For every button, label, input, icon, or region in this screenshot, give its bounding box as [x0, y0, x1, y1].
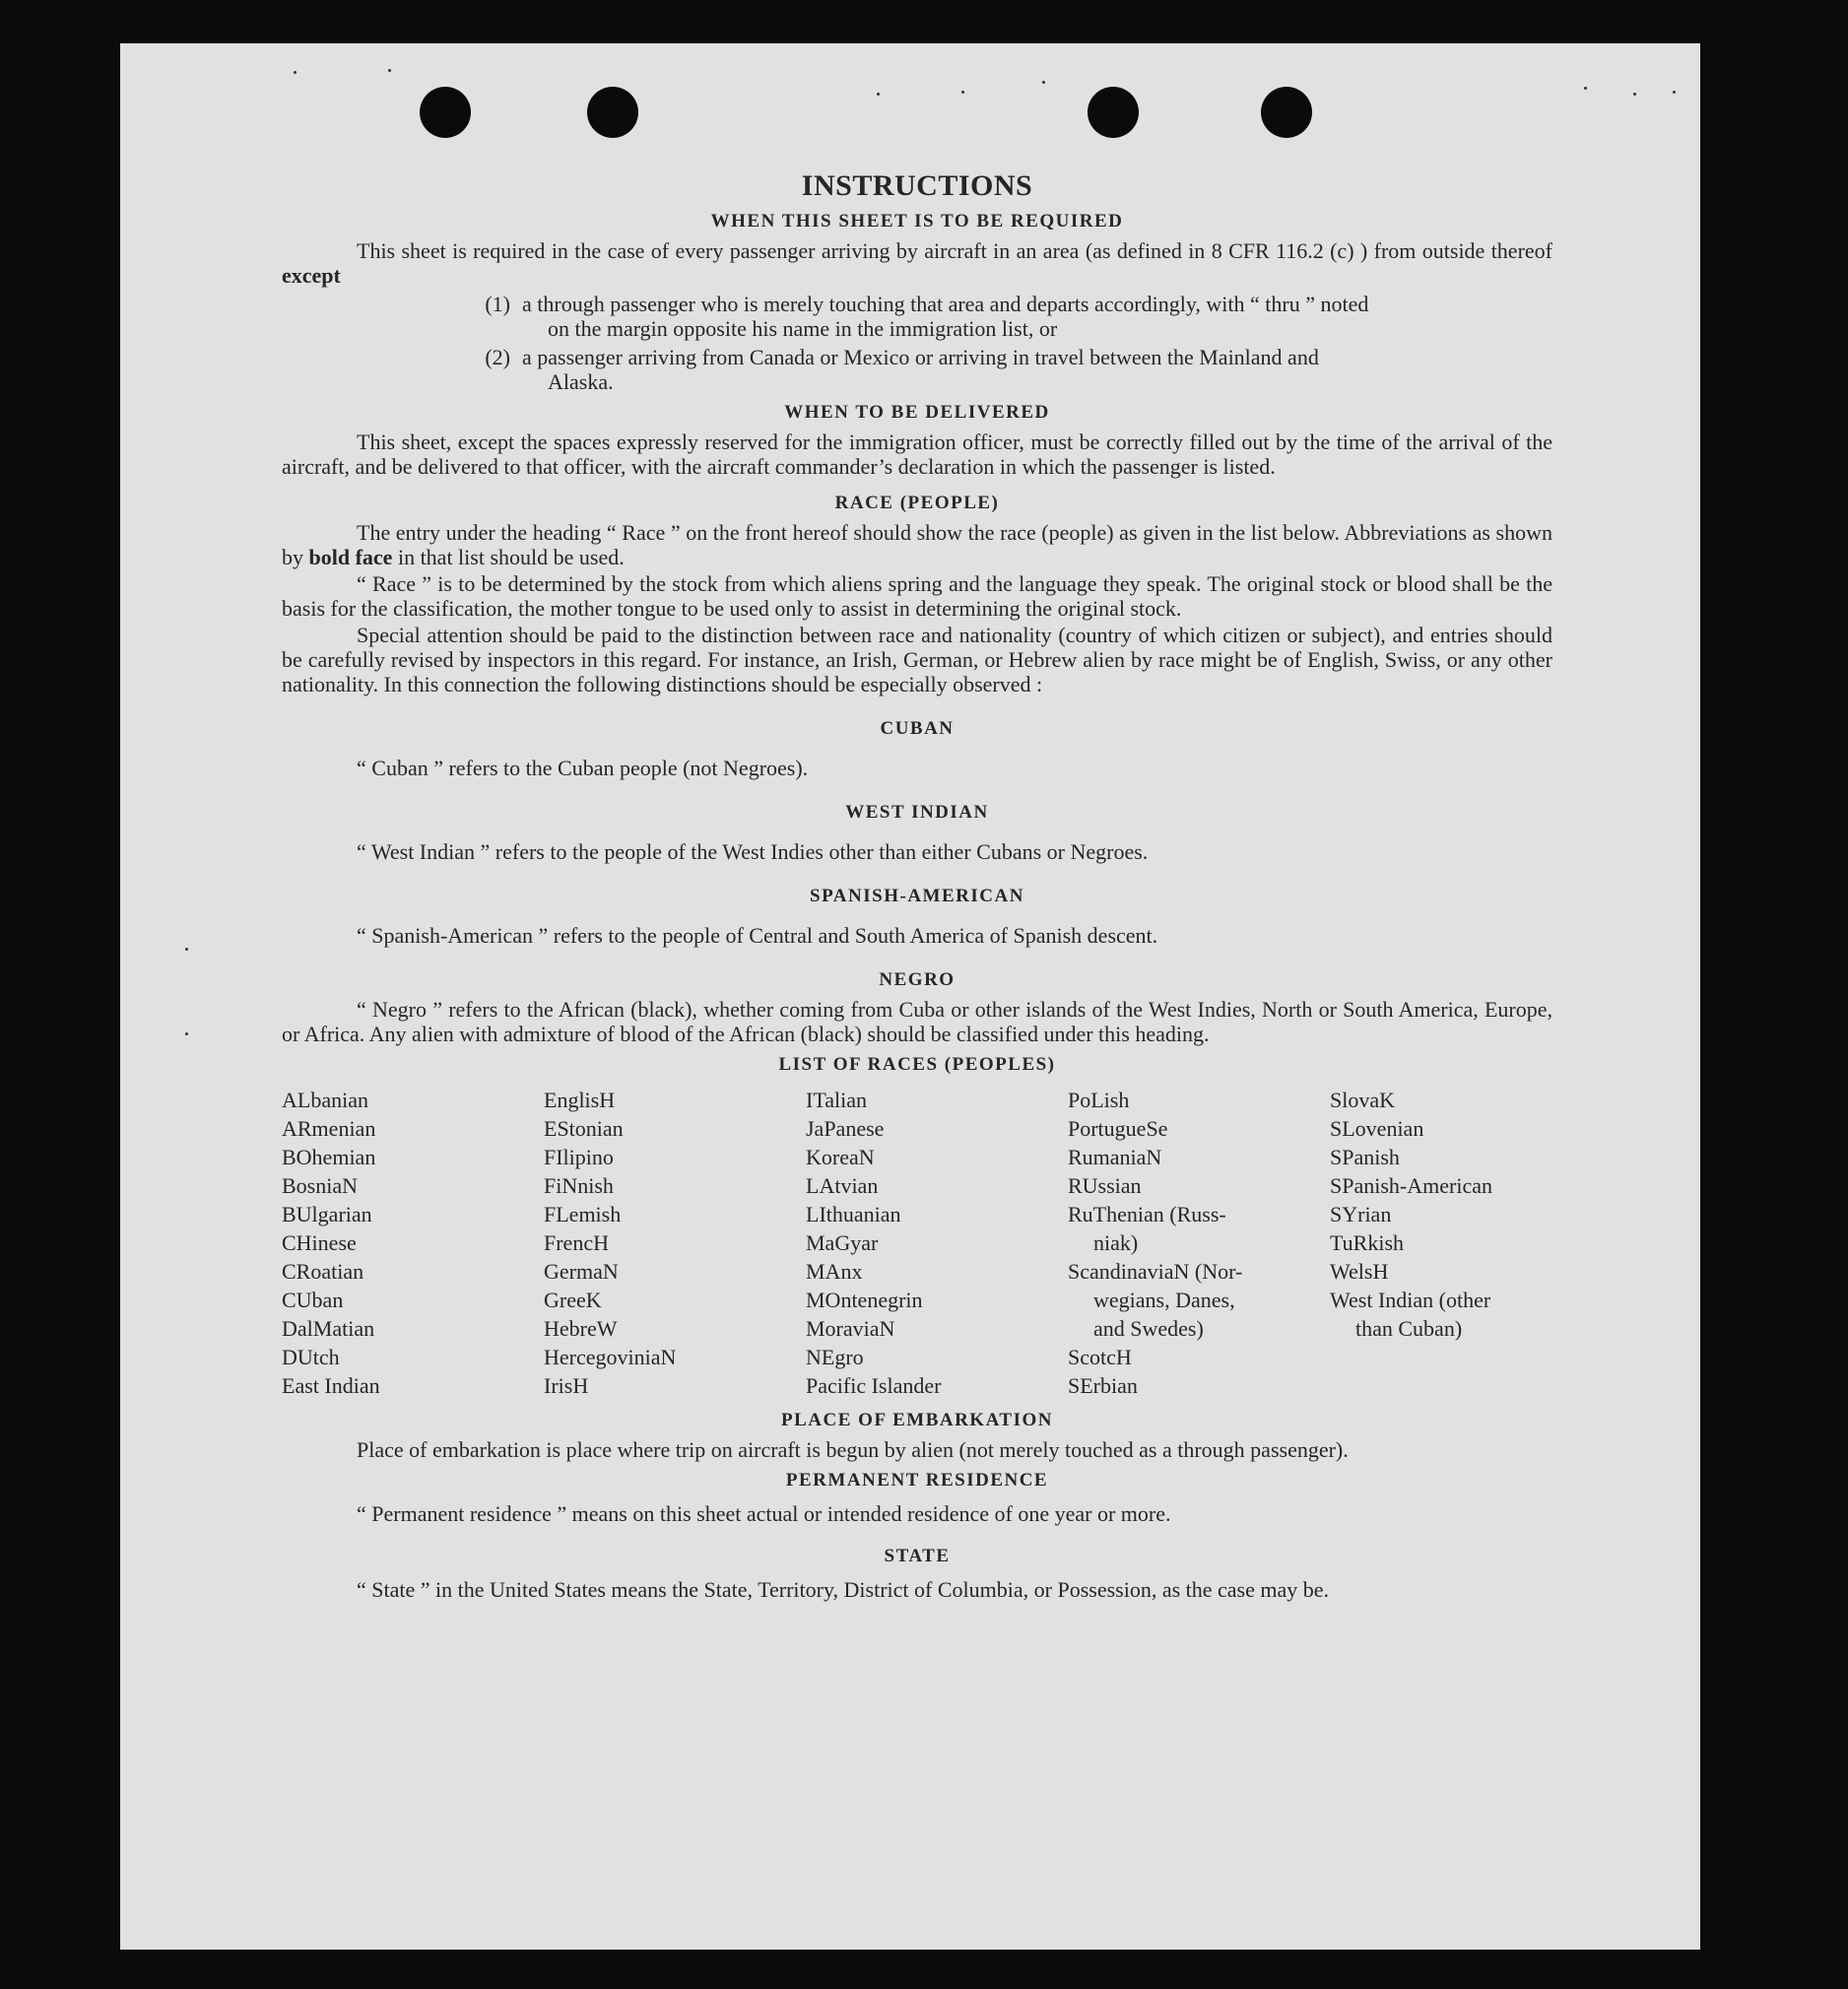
- list-item: SErbian: [1068, 1373, 1138, 1398]
- west-indian-text: “ West Indian ” refers to the people of the West Indies other than either Cubans or Negroes.: [357, 839, 1149, 864]
- races-column-4: [1068, 1086, 1330, 1400]
- list-item: West Indian (other: [1330, 1288, 1491, 1312]
- speck: [185, 948, 188, 951]
- heading-west-indian: WEST INDIAN: [845, 802, 989, 823]
- list-item: BOhemian: [282, 1145, 376, 1169]
- list-item: niak): [1093, 1230, 1139, 1255]
- speck: [185, 1032, 188, 1035]
- list-item: EnglisH: [544, 1088, 616, 1112]
- race-paragraph-2: “ Race ” is to be determined by the stock from which aliens spring and the language they speak. The original stock or blood shall be the basis for the classification, the mother tongue to be used only to assist in determining the original stock.: [282, 571, 1552, 621]
- list-item: ARmenian: [282, 1116, 376, 1141]
- speck: [1673, 91, 1676, 94]
- list-item: FiNnish: [544, 1173, 614, 1198]
- list-item: than Cuban): [1355, 1316, 1463, 1341]
- delivered-text: This sheet, except the spaces expressly reserved for the immigration officer, must be correctly filled out by the time of the arrival of the aircraft, and be delivered to that officer, with the aircraft commander’s declaration in which the passenger is listed.: [282, 430, 1552, 479]
- heading-place-of-embarkation: PLACE OF EMBARKATION: [781, 1410, 1053, 1430]
- speck: [877, 93, 880, 96]
- list-item: DalMatian: [282, 1316, 375, 1341]
- list-item: CRoatian: [282, 1259, 364, 1284]
- list-item: MaGyar: [806, 1230, 879, 1255]
- heading-race: RACE (PEOPLE): [834, 493, 1000, 513]
- list-item: DUtch: [282, 1345, 340, 1369]
- punch-hole: [1088, 87, 1139, 138]
- speck: [1042, 81, 1045, 84]
- list-item: HebreW: [544, 1316, 618, 1341]
- list-item: MAnx: [806, 1259, 863, 1284]
- state-text: “ State ” in the United States means the State, Territory, District of Columbia, or Possession, as the case may be.: [357, 1577, 1330, 1602]
- list-item: ScotcH: [1068, 1345, 1132, 1369]
- speck: [1633, 93, 1636, 96]
- exception-item-1: (1) a through passenger who is merely touching that area and departs accordingly, with “ thru ” noted on the margin opposite his name in the immigration list, or: [485, 292, 1369, 341]
- list-item: LIthuanian: [806, 1202, 901, 1227]
- speck: [961, 91, 964, 94]
- races-list: [282, 1086, 1552, 1400]
- punch-hole: [420, 87, 471, 138]
- list-item: NEgro: [806, 1345, 864, 1369]
- spanish-american-text: “ Spanish-American ” refers to the people of Central and South America of Spanish descent.: [357, 923, 1158, 948]
- races-column-1: [282, 1086, 544, 1400]
- punch-hole: [587, 87, 638, 138]
- list-item: RumaniaN: [1068, 1145, 1162, 1169]
- list-item: CHinese: [282, 1230, 357, 1255]
- list-item: LAtvian: [806, 1173, 879, 1198]
- races-column-2: [544, 1086, 806, 1400]
- heading-when-delivered: WHEN TO BE DELIVERED: [784, 402, 1050, 423]
- heading-cuban: CUBAN: [880, 718, 955, 739]
- list-item: KoreaN: [806, 1145, 875, 1169]
- speck: [388, 69, 391, 72]
- list-item: MoraviaN: [806, 1316, 895, 1341]
- list-item: SLovenian: [1330, 1116, 1424, 1141]
- list-item: RuThenian (Russ-: [1068, 1202, 1226, 1227]
- required-intro: This sheet is required in the case of every passenger arriving by aircraft in an area (as defined in 8 CFR 116.2 (c) ) from outside thereof except: [282, 238, 1552, 288]
- list-item: Pacific Islander: [806, 1373, 942, 1398]
- heading-negro: NEGRO: [879, 969, 956, 990]
- race-paragraph-1: The entry under the heading “ Race ” on the front hereof should show the race (people) as given in the list below. Abbreviations as shown by bold face in that list should be used.: [282, 520, 1552, 569]
- heading-list-of-races: LIST OF RACES (PEOPLES): [778, 1054, 1056, 1075]
- list-item: GermaN: [544, 1259, 619, 1284]
- list-item: FIlipino: [544, 1145, 614, 1169]
- list-item: SPanish: [1330, 1145, 1400, 1169]
- list-item: TuRkish: [1330, 1230, 1405, 1255]
- page-title: INSTRUCTIONS: [801, 169, 1033, 202]
- list-item: wegians, Danes,: [1093, 1288, 1235, 1312]
- speck: [1584, 87, 1587, 90]
- embarkation-text: Place of embarkation is place where trip on aircraft is begun by alien (not merely touched as a through passenger).: [357, 1437, 1349, 1462]
- heading-permanent-residence: PERMANENT RESIDENCE: [785, 1470, 1049, 1491]
- list-item: East Indian: [282, 1373, 380, 1398]
- punch-hole: [1261, 87, 1312, 138]
- races-column-3: [806, 1086, 1068, 1400]
- exception-item-2: (2) a passenger arriving from Canada or Mexico or arriving in travel between the Mainland and Alaska.: [485, 345, 1319, 394]
- list-item: WelsH: [1330, 1259, 1389, 1284]
- list-item: PoLish: [1068, 1088, 1130, 1112]
- instructions-content: [282, 169, 1552, 1602]
- list-item: HercegoviniaN: [544, 1345, 677, 1369]
- races-column-5: [1330, 1086, 1592, 1400]
- heading-spanish-american: SPANISH-AMERICAN: [810, 886, 1024, 906]
- list-item: SYrian: [1330, 1202, 1392, 1227]
- residence-text: “ Permanent residence ” means on this sheet actual or intended residence of one year or more.: [357, 1501, 1171, 1526]
- list-item: SPanish-American: [1330, 1173, 1492, 1198]
- list-item: FrencH: [544, 1230, 609, 1255]
- list-item: GreeK: [544, 1288, 602, 1312]
- list-item: SlovaK: [1330, 1088, 1395, 1112]
- list-item: RUssian: [1068, 1173, 1142, 1198]
- negro-text: “ Negro ” refers to the African (black), whether coming from Cuba or other islands of the West Indies, North or South America, Europe, or Africa. Any alien with admixture of blood of the African (black) should be classified under this heading.: [282, 997, 1552, 1046]
- cuban-text: “ Cuban ” refers to the Cuban people (not Negroes).: [357, 756, 809, 780]
- race-paragraph-3: Special attention should be paid to the distinction between race and nationality (country of which citizen or subject), and entries should be carefully revised by inspectors in this regard. For instance, an Irish, German, or Hebrew alien by race might be of English, Swiss, or any other nationality. In this connection the following distinctions should be especially observed :: [282, 623, 1552, 696]
- list-item: CUban: [282, 1288, 344, 1312]
- list-item: ScandinaviaN (Nor-: [1068, 1259, 1243, 1284]
- list-item: ALbanian: [282, 1088, 368, 1112]
- list-item: and Swedes): [1093, 1316, 1204, 1341]
- speck: [294, 71, 297, 74]
- list-item: FLemish: [544, 1202, 622, 1227]
- list-item: ITalian: [806, 1088, 867, 1112]
- list-item: PortugueSe: [1068, 1116, 1168, 1141]
- list-item: BUlgarian: [282, 1202, 372, 1227]
- list-item: IrisH: [544, 1373, 589, 1398]
- heading-state: STATE: [884, 1546, 951, 1566]
- list-item: EStonian: [544, 1116, 624, 1141]
- document-sheet: [120, 43, 1700, 1950]
- list-item: BosniaN: [282, 1173, 358, 1198]
- heading-when-required: WHEN THIS SHEET IS TO BE REQUIRED: [710, 211, 1124, 232]
- list-item: MOntenegrin: [806, 1288, 923, 1312]
- list-item: JaPanese: [806, 1116, 885, 1141]
